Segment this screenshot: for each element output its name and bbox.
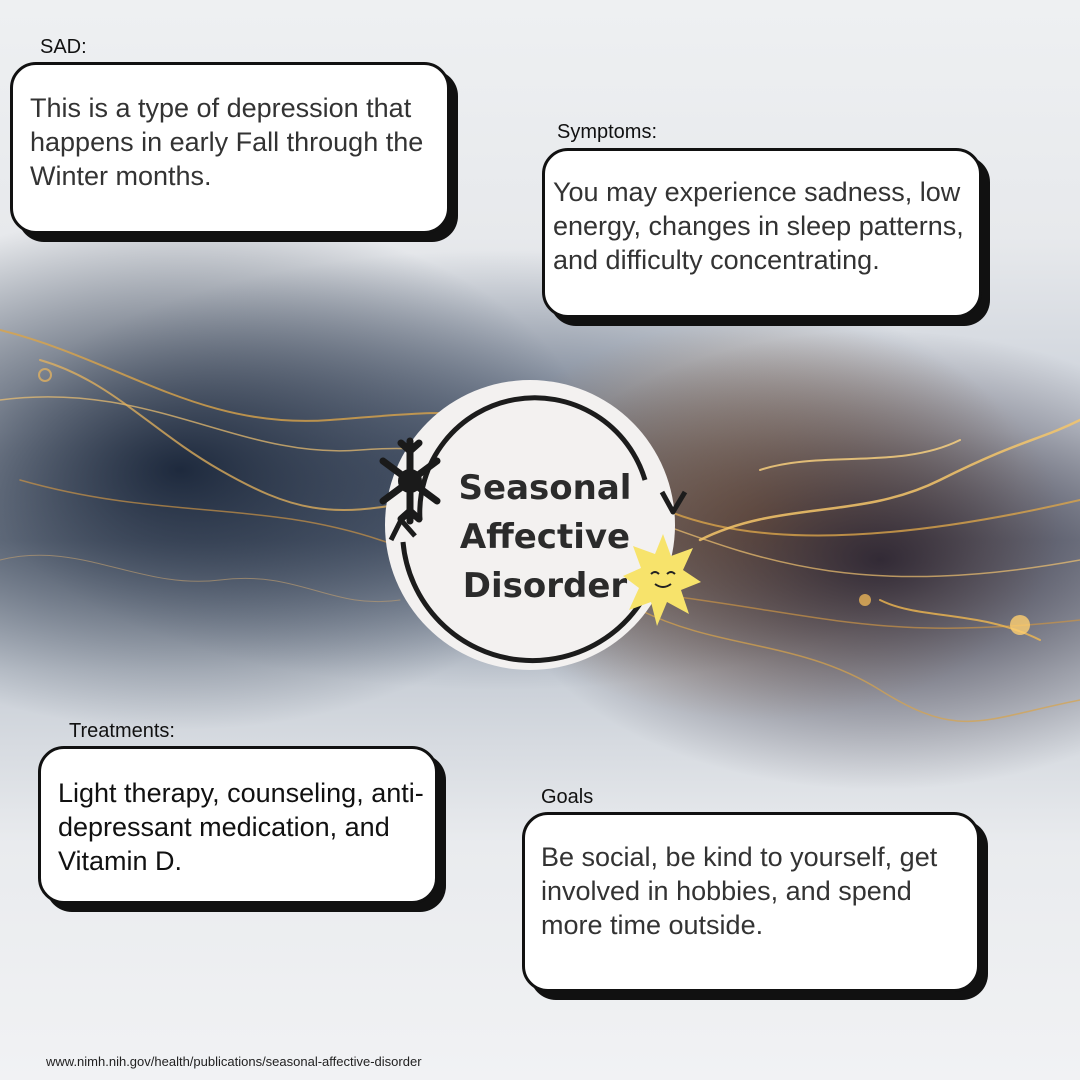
treatments-card <box>38 746 438 904</box>
title-line-2: Affective <box>459 517 631 557</box>
symptoms-label: Symptoms: <box>557 121 658 143</box>
symptoms-description: You may experience sadness, low energy, changes in sleep patterns, and difficulty concentrating. <box>553 177 964 275</box>
sad-label: SAD: <box>40 36 87 58</box>
source-url: www.nimh.nih.gov/health/publications/seasonal-affective-disorder <box>46 1054 422 1069</box>
treatments-label: Treatments: <box>69 720 175 742</box>
title-line-1: Seasonal <box>458 468 632 508</box>
smiling-sun-icon <box>623 530 703 630</box>
sad-card <box>10 62 450 234</box>
symptoms-card <box>542 148 982 318</box>
center-graphic <box>385 380 685 670</box>
goals-description: Be social, be kind to yourself, get involved in hobbies, and spend more time outside. <box>541 842 938 940</box>
title <box>445 464 645 611</box>
title-line-3: Disorder <box>462 566 628 606</box>
snowflake-icon <box>377 435 443 527</box>
goals-label: Goals <box>541 786 594 808</box>
sad-description: This is a type of depression that happens in early Fall through the Winter months. <box>30 93 424 191</box>
treatments-description: Light therapy, counseling, anti-depressant medication, and Vitamin D. <box>58 778 424 876</box>
goals-card <box>522 812 980 992</box>
